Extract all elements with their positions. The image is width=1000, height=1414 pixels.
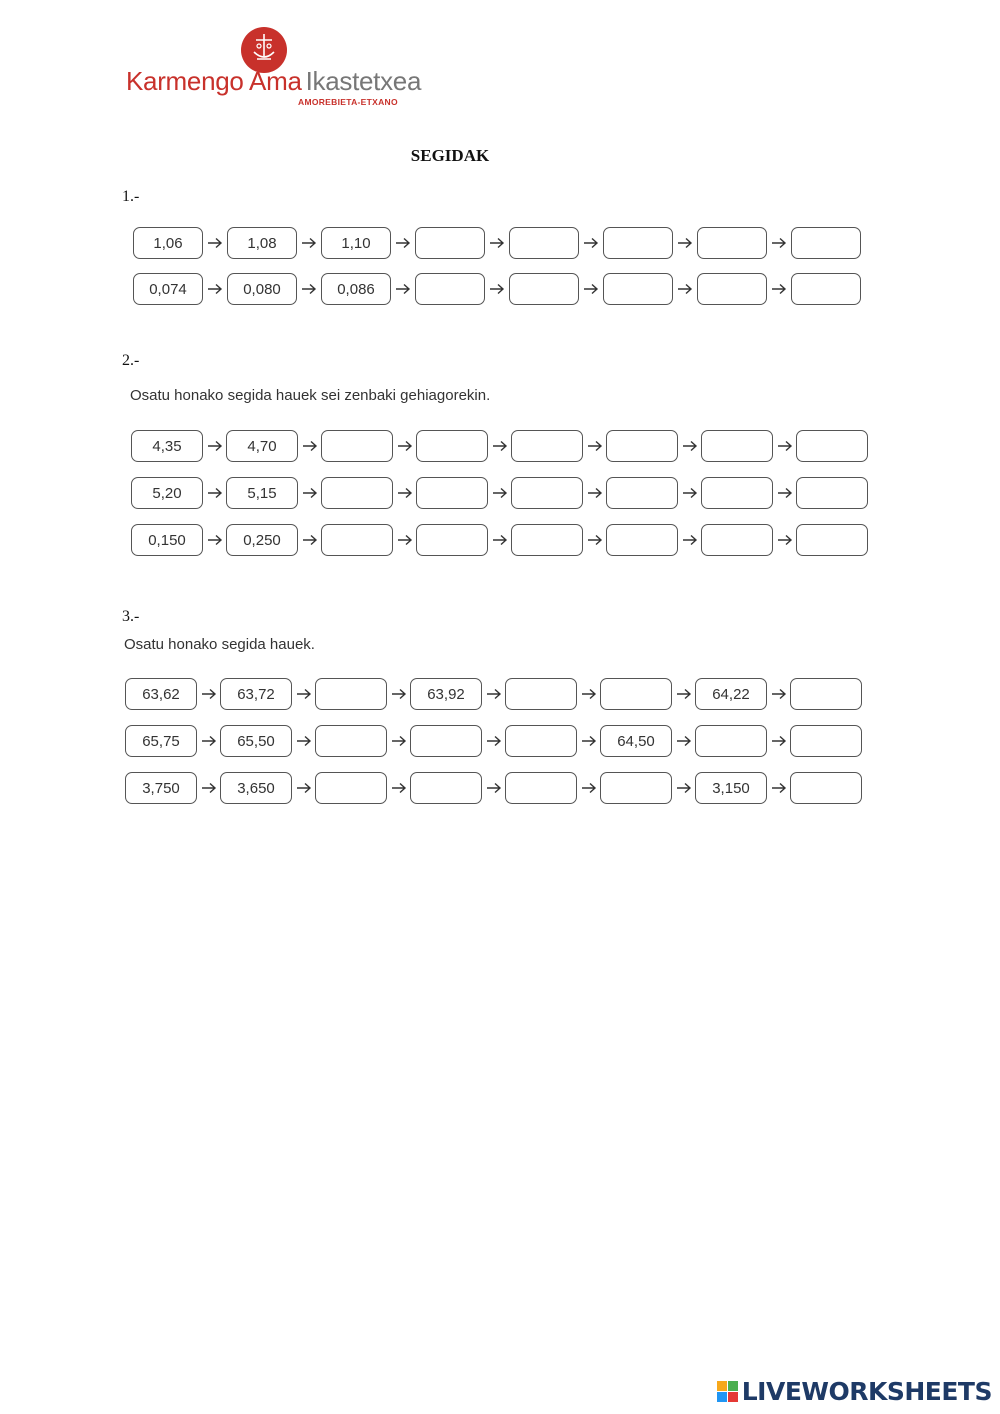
section-instruction: Osatu honako segida hauek. xyxy=(124,636,315,653)
arrow-right-icon xyxy=(297,226,321,260)
section-instruction: Osatu honako segida hauek sei zenbaki gehiagorekin. xyxy=(130,387,491,404)
answer-box[interactable] xyxy=(701,524,773,556)
arrow-right-icon xyxy=(488,476,511,510)
sequence-row xyxy=(133,272,861,306)
given-number-box: 0,150 xyxy=(131,524,203,556)
answer-box[interactable] xyxy=(796,477,868,509)
arrow-right-icon xyxy=(197,771,220,805)
arrow-right-icon xyxy=(482,724,505,758)
arrow-right-icon xyxy=(298,429,321,463)
arrow-right-icon xyxy=(583,429,606,463)
given-number-box: 4,70 xyxy=(226,430,298,462)
arrow-right-icon xyxy=(197,724,220,758)
liveworksheets-text: LIVEWORKSHEETS xyxy=(741,1377,992,1406)
answer-input[interactable] xyxy=(417,431,487,461)
worksheet-title: SEGIDAK xyxy=(410,146,490,165)
arrow-right-icon xyxy=(485,226,509,260)
answer-box[interactable] xyxy=(790,678,862,710)
answer-box[interactable] xyxy=(321,430,393,462)
answer-input[interactable] xyxy=(601,679,671,709)
arrow-right-icon xyxy=(678,429,701,463)
answer-input[interactable] xyxy=(512,431,582,461)
section-number: 3.- xyxy=(122,608,140,625)
given-number-box: 65,75 xyxy=(125,725,197,757)
arrow-right-icon xyxy=(387,771,410,805)
answer-input[interactable] xyxy=(698,228,766,258)
sequence-row xyxy=(125,771,862,805)
sequence-row xyxy=(125,724,862,758)
answer-box[interactable] xyxy=(315,772,387,804)
answer-input[interactable] xyxy=(411,726,481,756)
answer-box[interactable] xyxy=(315,678,387,710)
answer-box[interactable] xyxy=(790,772,862,804)
answer-input[interactable] xyxy=(512,478,582,508)
answer-input[interactable] xyxy=(607,525,677,555)
school-name-main: Karmengo Ama xyxy=(126,66,302,96)
answer-input[interactable] xyxy=(416,228,484,258)
answer-input[interactable] xyxy=(416,274,484,304)
arrow-right-icon xyxy=(203,226,227,260)
answer-input[interactable] xyxy=(797,431,867,461)
school-location: AMOREBIETA-ETXANO xyxy=(298,97,398,107)
answer-input[interactable] xyxy=(506,773,576,803)
given-number-box: 64,22 xyxy=(695,678,767,710)
answer-box[interactable] xyxy=(695,725,767,757)
answer-box[interactable] xyxy=(701,430,773,462)
arrow-right-icon xyxy=(203,476,226,510)
answer-box[interactable] xyxy=(416,477,488,509)
arrow-right-icon xyxy=(672,724,695,758)
answer-input[interactable] xyxy=(601,773,671,803)
given-number-box: 65,50 xyxy=(220,725,292,757)
given-number-box: 3,750 xyxy=(125,772,197,804)
arrow-right-icon xyxy=(767,724,790,758)
answer-box[interactable] xyxy=(410,772,482,804)
answer-input[interactable] xyxy=(512,525,582,555)
arrow-right-icon xyxy=(203,272,227,306)
answer-box[interactable] xyxy=(416,524,488,556)
given-number-box: 63,92 xyxy=(410,678,482,710)
answer-input[interactable] xyxy=(607,431,677,461)
arrow-right-icon xyxy=(488,523,511,557)
answer-input[interactable] xyxy=(791,773,861,803)
answer-input[interactable] xyxy=(792,228,860,258)
answer-input[interactable] xyxy=(316,773,386,803)
given-number-box: 0,250 xyxy=(226,524,298,556)
arrow-right-icon xyxy=(678,523,701,557)
answer-box[interactable] xyxy=(606,477,678,509)
answer-input[interactable] xyxy=(411,773,481,803)
answer-box[interactable] xyxy=(509,273,579,305)
arrow-right-icon xyxy=(393,523,416,557)
answer-box[interactable] xyxy=(511,430,583,462)
given-number-box: 64,50 xyxy=(600,725,672,757)
liveworksheets-logo-icon xyxy=(717,1381,738,1402)
answer-box[interactable] xyxy=(701,477,773,509)
answer-input[interactable] xyxy=(797,525,867,555)
answer-input[interactable] xyxy=(506,726,576,756)
answer-input[interactable] xyxy=(417,525,487,555)
answer-input[interactable] xyxy=(510,228,578,258)
sequence-row xyxy=(133,226,861,260)
given-number-box: 1,08 xyxy=(227,227,297,259)
arrow-right-icon xyxy=(292,771,315,805)
answer-box[interactable] xyxy=(505,772,577,804)
answer-box[interactable] xyxy=(321,477,393,509)
answer-box[interactable] xyxy=(606,430,678,462)
answer-box[interactable] xyxy=(415,273,485,305)
answer-box[interactable] xyxy=(603,273,673,305)
answer-box[interactable] xyxy=(600,678,672,710)
answer-input[interactable] xyxy=(698,274,766,304)
arrow-right-icon xyxy=(488,429,511,463)
answer-input[interactable] xyxy=(316,726,386,756)
arrow-right-icon xyxy=(292,677,315,711)
arrow-right-icon xyxy=(482,771,505,805)
given-number-box: 3,650 xyxy=(220,772,292,804)
answer-input[interactable] xyxy=(696,726,766,756)
answer-box[interactable] xyxy=(509,227,579,259)
answer-box[interactable] xyxy=(790,725,862,757)
answer-input[interactable] xyxy=(322,478,392,508)
answer-box[interactable] xyxy=(315,725,387,757)
answer-box[interactable] xyxy=(505,678,577,710)
arrow-right-icon xyxy=(393,476,416,510)
arrow-right-icon xyxy=(485,272,509,306)
answer-input[interactable] xyxy=(791,726,861,756)
liveworksheets-brand xyxy=(717,1377,992,1406)
answer-box[interactable] xyxy=(321,524,393,556)
arrow-right-icon xyxy=(577,677,600,711)
given-number-box: 4,35 xyxy=(131,430,203,462)
answer-box[interactable] xyxy=(505,725,577,757)
arrow-right-icon xyxy=(773,523,796,557)
answer-input[interactable] xyxy=(322,525,392,555)
arrow-right-icon xyxy=(203,523,226,557)
answer-box[interactable] xyxy=(697,227,767,259)
section-number: 1.- xyxy=(122,188,140,205)
arrow-right-icon xyxy=(767,677,790,711)
answer-box[interactable] xyxy=(416,430,488,462)
arrow-right-icon xyxy=(387,724,410,758)
answer-box[interactable] xyxy=(796,430,868,462)
given-number-box: 63,72 xyxy=(220,678,292,710)
answer-input[interactable] xyxy=(791,679,861,709)
arrow-right-icon xyxy=(297,272,321,306)
answer-box[interactable] xyxy=(603,227,673,259)
answer-input[interactable] xyxy=(510,274,578,304)
answer-input[interactable] xyxy=(607,478,677,508)
given-number-box: 0,080 xyxy=(227,273,297,305)
answer-box[interactable] xyxy=(410,725,482,757)
arrow-right-icon xyxy=(577,771,600,805)
arrow-right-icon xyxy=(583,523,606,557)
given-number-box: 3,150 xyxy=(695,772,767,804)
given-number-box: 1,10 xyxy=(321,227,391,259)
answer-box[interactable] xyxy=(511,524,583,556)
arrow-right-icon xyxy=(767,272,791,306)
answer-box[interactable] xyxy=(791,227,861,259)
answer-input[interactable] xyxy=(417,478,487,508)
answer-box[interactable] xyxy=(791,273,861,305)
answer-input[interactable] xyxy=(702,478,772,508)
arrow-right-icon xyxy=(298,523,321,557)
arrow-right-icon xyxy=(673,226,697,260)
given-number-box: 5,20 xyxy=(131,477,203,509)
arrow-right-icon xyxy=(672,677,695,711)
sequence-row xyxy=(131,476,868,510)
arrow-right-icon xyxy=(767,771,790,805)
arrow-right-icon xyxy=(767,226,791,260)
arrow-right-icon xyxy=(197,677,220,711)
arrow-right-icon xyxy=(579,226,603,260)
arrow-right-icon xyxy=(577,724,600,758)
answer-box[interactable] xyxy=(511,477,583,509)
arrow-right-icon xyxy=(391,226,415,260)
sequence-row xyxy=(125,677,862,711)
answer-input[interactable] xyxy=(604,274,672,304)
arrow-right-icon xyxy=(773,476,796,510)
arrow-right-icon xyxy=(773,429,796,463)
arrow-right-icon xyxy=(298,476,321,510)
sequence-row xyxy=(131,523,868,557)
answer-input[interactable] xyxy=(702,431,772,461)
school-name xyxy=(126,66,421,97)
given-number-box: 0,086 xyxy=(321,273,391,305)
school-logo xyxy=(122,22,422,122)
arrow-right-icon xyxy=(292,724,315,758)
answer-input[interactable] xyxy=(792,274,860,304)
arrow-right-icon xyxy=(579,272,603,306)
answer-box[interactable] xyxy=(600,772,672,804)
arrow-right-icon xyxy=(391,272,415,306)
sequence-row xyxy=(131,429,868,463)
section-number: 2.- xyxy=(122,352,140,369)
arrow-right-icon xyxy=(672,771,695,805)
answer-box[interactable] xyxy=(796,524,868,556)
answer-box[interactable] xyxy=(697,273,767,305)
arrow-right-icon xyxy=(482,677,505,711)
school-name-secondary: Ikastetxea xyxy=(305,66,422,96)
answer-input[interactable] xyxy=(316,679,386,709)
given-number-box: 1,06 xyxy=(133,227,203,259)
arrow-right-icon xyxy=(393,429,416,463)
arrow-right-icon xyxy=(678,476,701,510)
answer-input[interactable] xyxy=(604,228,672,258)
arrow-right-icon xyxy=(203,429,226,463)
given-number-box: 5,15 xyxy=(226,477,298,509)
answer-box[interactable] xyxy=(415,227,485,259)
arrow-right-icon xyxy=(387,677,410,711)
answer-box[interactable] xyxy=(606,524,678,556)
answer-input[interactable] xyxy=(797,478,867,508)
given-number-box: 63,62 xyxy=(125,678,197,710)
answer-input[interactable] xyxy=(702,525,772,555)
answer-input[interactable] xyxy=(322,431,392,461)
given-number-box: 0,074 xyxy=(133,273,203,305)
arrow-right-icon xyxy=(673,272,697,306)
answer-input[interactable] xyxy=(506,679,576,709)
arrow-right-icon xyxy=(583,476,606,510)
